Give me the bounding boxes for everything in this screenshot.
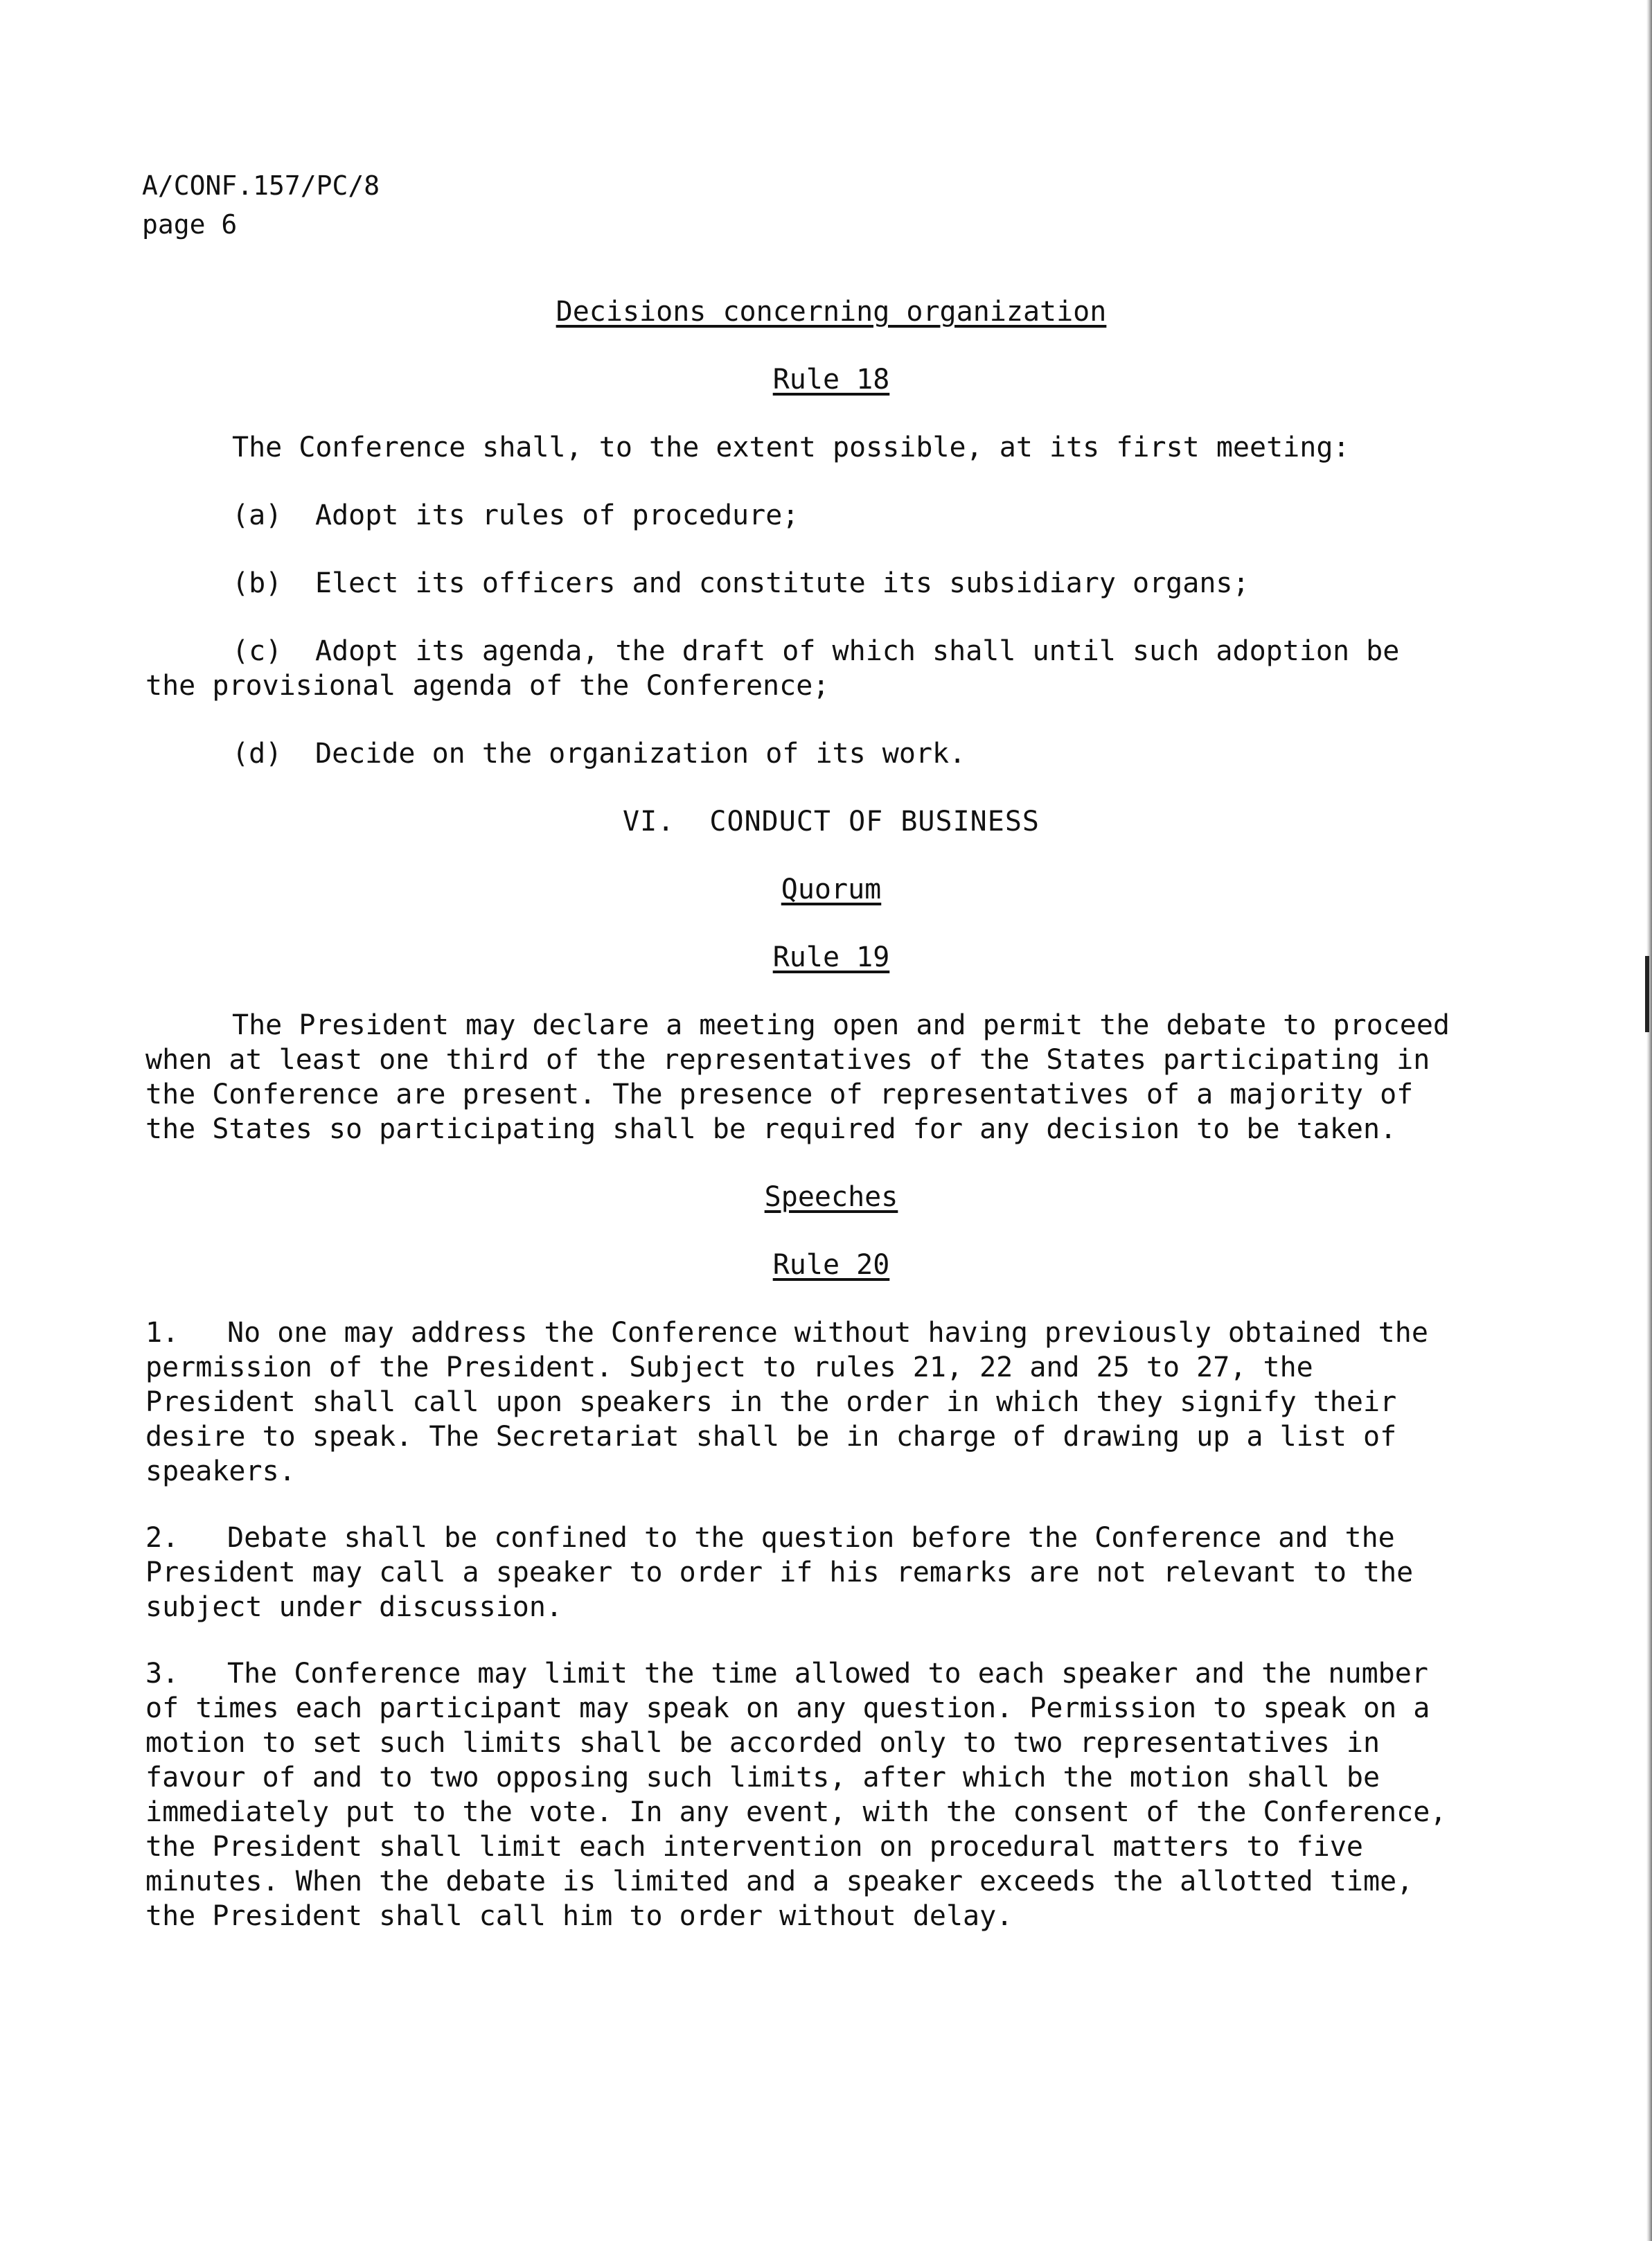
scan-edge bbox=[1646, 0, 1652, 2241]
document-symbol: A/CONF.157/PC/8 bbox=[142, 170, 380, 201]
document-body bbox=[145, 294, 1462, 1933]
rule-20-heading bbox=[173, 1248, 1489, 1282]
paragraph-text: No one may address the Conference without having previously obtained the permission of the President. Subject to rules 21, 22 and 25 to 27, the President shall call upon speakers in the order in which they signify their desire to speak. The Secretariat shall be in charge of drawing up a list of speakers. bbox=[145, 1317, 1428, 1487]
rule-20-paragraph-3 bbox=[145, 1656, 1462, 1933]
rule-18-text: Rule 18 bbox=[772, 364, 890, 396]
item-text: Elect its officers and constitute its subsidiary organs; bbox=[315, 567, 1250, 599]
rule-18-item-a bbox=[145, 498, 1462, 533]
item-text: Adopt its agenda, the draft of which shall until such adoption be the provisional agenda of the Conference; bbox=[145, 635, 1400, 702]
page-number: page 6 bbox=[142, 209, 238, 240]
rule-18-intro: The Conference shall, to the extent possible, at its first meeting: bbox=[232, 432, 1350, 463]
scan-mark bbox=[1645, 956, 1649, 1032]
rule-18-item-c bbox=[145, 634, 1462, 703]
rule-19-paragraph: The President may declare a meeting open and permit the debate to proceed when at least one third of the representatives of the States participating in the Conference are present. The presence of representatives of a majority of the States so participating shall be required for any decision to be taken. bbox=[145, 1009, 1450, 1145]
section-title: VI. CONDUCT OF BUSINESS bbox=[623, 806, 1040, 838]
rule-20-text: Rule 20 bbox=[772, 1249, 890, 1281]
item-label: (c) bbox=[232, 635, 283, 667]
paragraph-number: 1. bbox=[145, 1317, 179, 1349]
decisions-heading-text: Decisions concerning organization bbox=[556, 296, 1107, 328]
item-text: Decide on the organization of its work. bbox=[315, 738, 966, 770]
paragraph-text: The Conference may limit the time allowed to each speaker and the number of times each participant may speak on any question. Permission to speak on a motion to set such limits shall be accorded only to two representatives in favour of and to two opposing such limits, after which the motion shall be immediately put to the vote. In any event, with the consent of the Conference, the President shall limit each intervention on procedural matters to five minutes. When the debate is limited and a speaker exceeds the allotted time, the President shall call him to order without delay. bbox=[145, 1658, 1447, 1932]
rule-19-heading bbox=[173, 940, 1489, 975]
rule-20-paragraph-1 bbox=[145, 1316, 1462, 1489]
document-header bbox=[142, 166, 380, 244]
paragraph-text: Debate shall be confined to the question before the Conference and the President may call a speaker to order if his remarks are not relevant to the subject under discussion. bbox=[145, 1522, 1414, 1623]
rule-18-item-b bbox=[145, 566, 1462, 601]
paragraph-number: 2. bbox=[145, 1522, 179, 1554]
item-text: Adopt its rules of procedure; bbox=[315, 499, 799, 531]
rule-20-paragraph-2 bbox=[145, 1521, 1462, 1624]
rule-19-text: Rule 19 bbox=[772, 941, 890, 973]
speeches-heading bbox=[173, 1180, 1489, 1214]
speeches-heading-text: Speeches bbox=[764, 1181, 898, 1213]
rule-18-heading bbox=[173, 362, 1489, 397]
quorum-heading bbox=[173, 872, 1489, 907]
quorum-heading-text: Quorum bbox=[781, 874, 882, 905]
decisions-heading bbox=[173, 294, 1489, 329]
item-label: (d) bbox=[232, 738, 283, 770]
item-label: (b) bbox=[232, 567, 283, 599]
rule-18-item-d bbox=[145, 736, 1462, 771]
item-label: (a) bbox=[232, 499, 283, 531]
paragraph-number: 3. bbox=[145, 1658, 179, 1690]
